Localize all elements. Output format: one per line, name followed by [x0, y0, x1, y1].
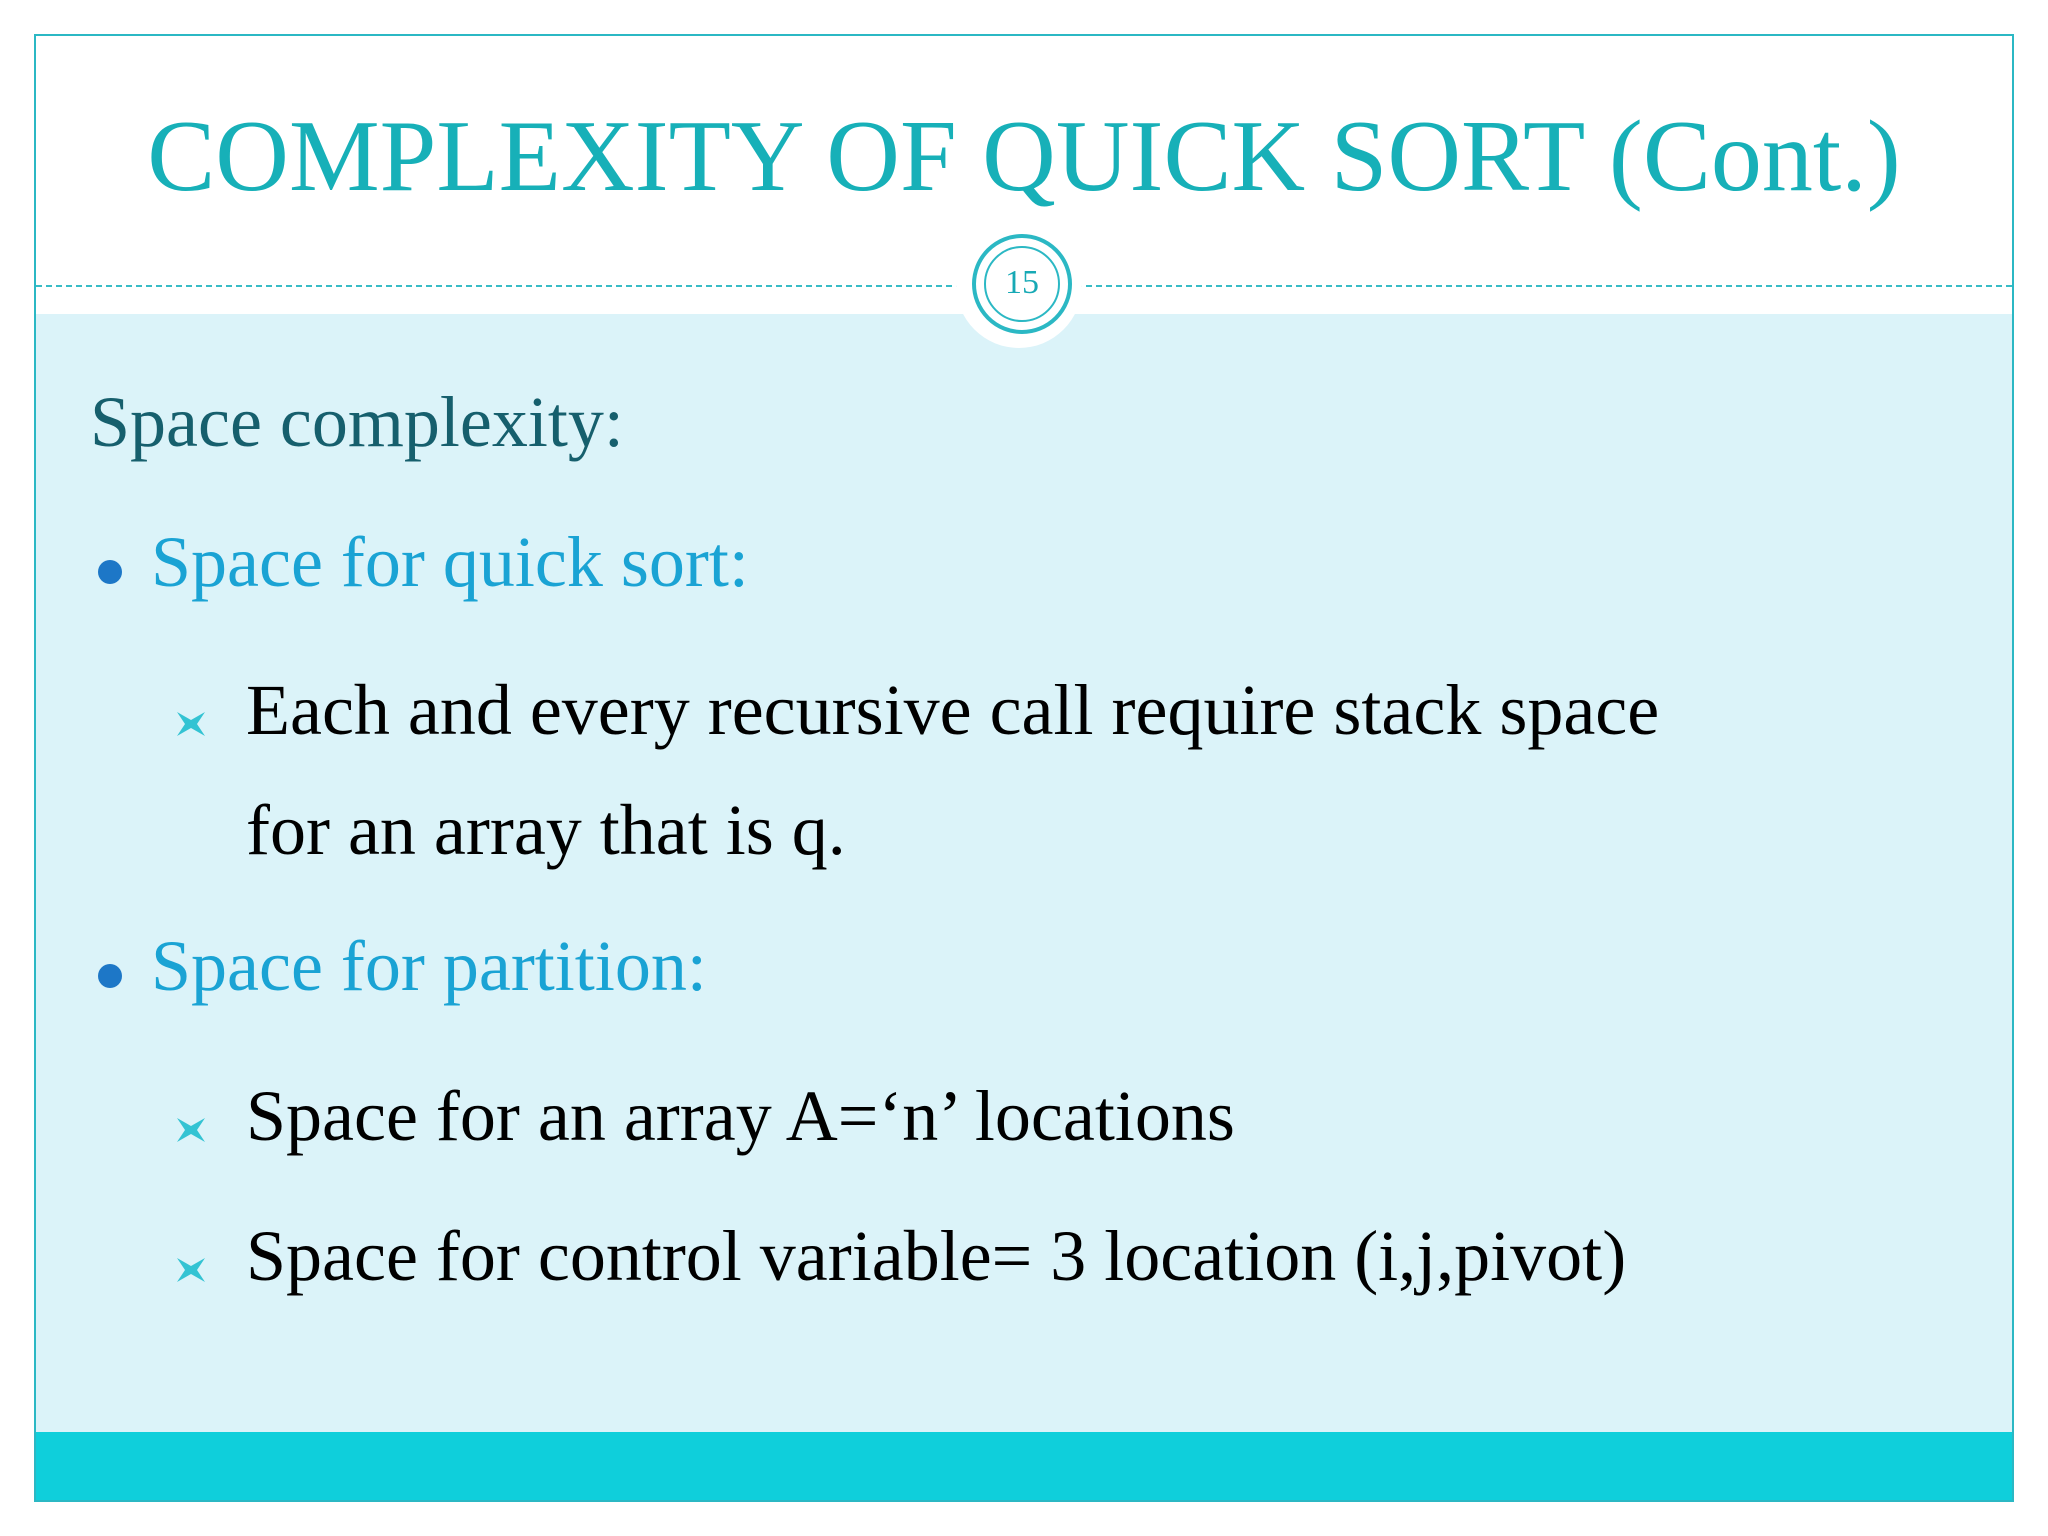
slide-title: COMPLEXITY OF QUICK SORT (Cont.) [147, 100, 1901, 213]
sub-bullet-marker-icon [175, 708, 207, 740]
bullet-dot-icon [98, 964, 122, 988]
bullet-partition: Space for partition: [151, 926, 707, 1006]
page-number-badge [972, 234, 1072, 334]
sub-item-array-a: Space for an array A=‘n’ locations [246, 1076, 1235, 1156]
bullet-quick-sort: Space for quick sort: [151, 522, 749, 602]
sub-bullet-marker-icon [175, 1114, 207, 1146]
slide [34, 34, 2014, 1502]
sub-item-array-q: for an array that is q. [246, 790, 846, 870]
sub-item-control-variable: Space for control variable= 3 location (i,j,pivot) [246, 1216, 1627, 1296]
sub-item-stack-space: Each and every recursive call require stack space [246, 670, 1660, 750]
section-heading: Space complexity: [90, 382, 624, 462]
footer-bar [36, 1432, 2012, 1502]
bullet-dot-icon [98, 560, 122, 584]
sub-bullet-marker-icon [175, 1254, 207, 1286]
page-number: 15 [984, 246, 1060, 322]
